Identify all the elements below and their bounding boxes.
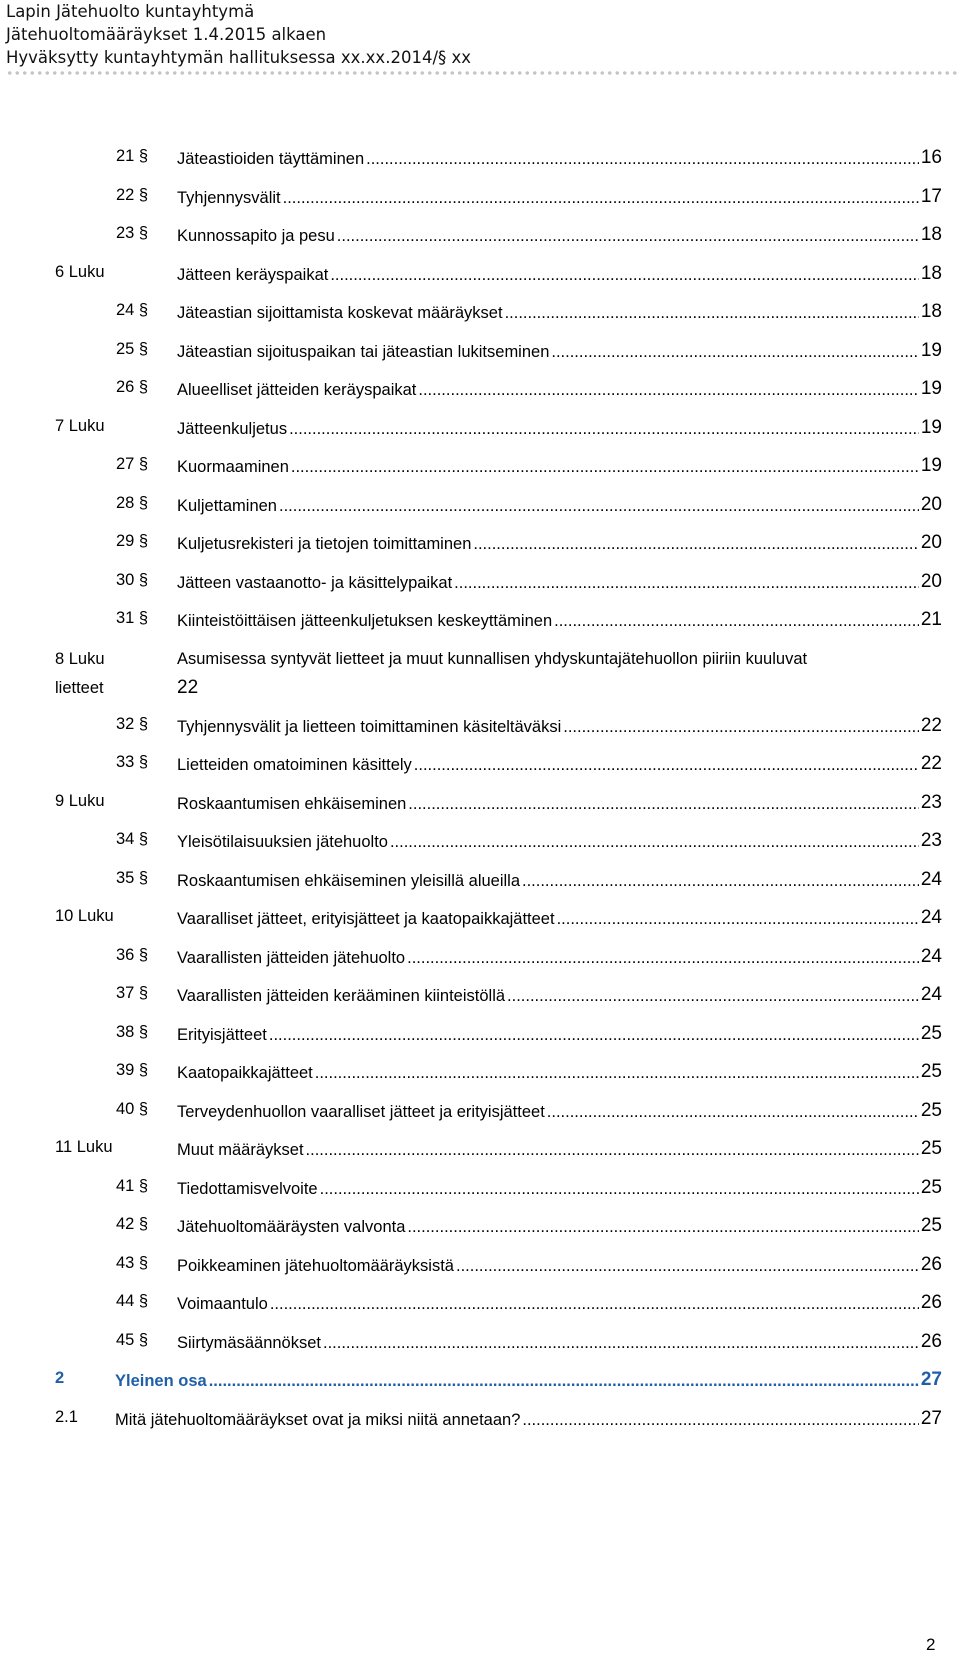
toc-dot-leader [306, 1141, 919, 1160]
toc-entry-number: 9 Luku [55, 791, 105, 810]
toc-entry-sec[interactable] [0, 528, 942, 558]
toc-entry-number: 26 § [116, 378, 149, 396]
toc-entry-title-line [177, 1061, 942, 1083]
toc-dot-leader [522, 872, 919, 891]
toc-entry-title-line [177, 1023, 942, 1045]
toc-entry-title: Tyhjennysvälit ja lietteen toimittaminen käsiteltäväksi [177, 717, 562, 736]
toc-entry-title-line [177, 186, 942, 208]
toc-dot-leader [551, 343, 918, 362]
toc-entry-page: 25 [920, 1138, 942, 1159]
toc-entry-chap[interactable] [0, 903, 942, 933]
toc-entry-title: Erityisjätteet [177, 1025, 267, 1044]
toc-entry-sec[interactable] [0, 749, 942, 779]
toc-entry-title-line [177, 455, 942, 477]
toc-entry-number: 33 § [116, 753, 149, 771]
toc-entry-number: 43 § [116, 1253, 149, 1272]
toc-entry-title-line [177, 984, 942, 1006]
toc-entry-number: 23 § [116, 224, 149, 242]
toc-entry-number: 32 § [116, 714, 149, 733]
toc-entry-number: 10 Luku [55, 907, 114, 925]
toc-entry-title: Vaaralliset jätteet, erityisjätteet ja kaatopaikkajätteet [177, 910, 555, 928]
toc-entry-chapter-multiline[interactable] [0, 644, 942, 706]
toc-entry-title: Terveydenhuollon vaaralliset jätteet ja erityisjätteet [177, 1102, 545, 1121]
toc-entry-title-line [177, 830, 942, 852]
toc-entry-chap[interactable] [0, 413, 942, 443]
toc-dot-leader [456, 1257, 919, 1276]
toc-entry-sec[interactable] [0, 980, 942, 1010]
header-organization: Lapin Jätehuolto kuntayhtymä [6, 2, 255, 21]
toc-entry-sec[interactable] [0, 336, 942, 366]
toc-entry-page: 27 [920, 1369, 942, 1390]
toc-entry-sec[interactable] [0, 1057, 942, 1087]
toc-entry-title-line [177, 1254, 942, 1276]
toc-dot-leader [291, 458, 919, 477]
toc-dot-leader [366, 150, 919, 169]
toc-entry-title-line [177, 417, 942, 439]
toc-dot-leader [407, 1218, 918, 1237]
header-document-title: Jätehuoltomääräykset 1.4.2015 alkaen [6, 25, 327, 44]
toc-entry-title-line [177, 609, 942, 631]
toc-entry-number: 31 § [116, 609, 149, 627]
toc-entry-number: 7 Luku [55, 416, 105, 435]
toc-entry-title-line [177, 792, 942, 814]
toc-entry-title: Alueelliset jätteiden keräyspaikat [177, 381, 417, 399]
toc-entry-number: 37 § [116, 984, 149, 1002]
toc-entry-page: 22 [177, 676, 199, 698]
toc-entry-number: 45 § [116, 1330, 149, 1349]
toc-entry-page: 22 [920, 753, 942, 774]
toc-entry-chap[interactable] [0, 1134, 942, 1164]
toc-dot-leader [522, 1411, 918, 1430]
toc-entry-title-line [177, 571, 942, 593]
toc-entry-page: 19 [920, 378, 942, 399]
toc-entry-sec[interactable] [0, 1327, 942, 1357]
toc-dot-leader [279, 497, 919, 516]
toc-entry-sec[interactable] [0, 1250, 942, 1280]
toc-entry-number: 27 § [116, 455, 149, 473]
toc-entry-title: Yleinen osa [115, 1372, 207, 1390]
toc-entry-title-line [115, 1369, 942, 1391]
toc-dot-leader [473, 535, 918, 554]
toc-entry-sec[interactable] [0, 605, 942, 635]
toc-entry-sec[interactable] [0, 826, 942, 856]
toc-entry-title: Kuljetusrekisteri ja tietojen toimittaminen [177, 535, 472, 553]
toc-entry-title: Kunnossapito ja pesu [177, 227, 335, 245]
toc-entry-page: 19 [920, 416, 942, 438]
toc-entry-title: Vaarallisten jätteiden jätehuolto [177, 948, 406, 967]
toc-entry-number: 21 § [116, 147, 149, 165]
toc-entry-title: Poikkeaminen jätehuoltomääräyksistä [177, 1256, 454, 1275]
toc-entry-number: 2.1 [55, 1407, 78, 1426]
toc-entry-sec[interactable] [0, 1019, 942, 1049]
toc-entry-number: 2 [55, 1369, 65, 1387]
toc-entry-sec[interactable] [0, 220, 942, 250]
toc-dot-leader [418, 381, 918, 400]
toc-entry-number: 11 Luku [55, 1138, 113, 1156]
header-approval-note: Hyväksytty kuntayhtymän hallituksessa xx.xx.2014/§ xx [6, 48, 472, 67]
toc-dot-leader [454, 574, 919, 593]
toc-entry-title-line [177, 946, 942, 968]
toc-entry-title-line [177, 1331, 942, 1353]
toc-entry-title: Jäteastian sijoittamista koskevat määräykset [177, 304, 503, 322]
toc-dot-leader [507, 987, 919, 1006]
toc-entry-title: Jätteen keräyspaikat [177, 265, 329, 284]
toc-dot-leader [337, 227, 919, 246]
toc-entry-title-line [177, 907, 942, 929]
toc-entry-number: 6 Luku [55, 262, 105, 281]
toc-entry-page: 24 [920, 984, 942, 1005]
toc-entry-sec[interactable] [0, 143, 942, 173]
toc-entry-title: Muut määräykset [177, 1141, 304, 1159]
toc-entry-number: 30 § [116, 570, 149, 589]
toc-entry-title-line [177, 869, 942, 891]
toc-dot-leader [323, 1334, 919, 1353]
toc-entry-number: 36 § [116, 945, 149, 964]
toc-dot-leader [315, 1064, 919, 1083]
toc-entry-sec[interactable] [0, 942, 942, 972]
toc-entry-number: 42 § [116, 1215, 149, 1233]
toc-entry-sec[interactable] [0, 182, 942, 212]
toc-entry-page: 23 [920, 830, 942, 851]
toc-entry-sec[interactable] [0, 865, 942, 895]
toc-dot-leader [330, 266, 919, 285]
toc-entry-number: 44 § [116, 1292, 149, 1310]
toc-dot-leader [554, 612, 919, 631]
toc-entry-title-line [177, 1177, 942, 1199]
toc-dot-leader [408, 795, 919, 814]
toc-entry-page: 20 [920, 493, 942, 515]
toc-entry-page: 18 [920, 301, 942, 322]
toc-entry-title-line [177, 715, 942, 737]
toc-entry-page: 25 [920, 1215, 942, 1236]
toc-entry-page: 26 [920, 1292, 942, 1313]
toc-entry-number: 34 § [116, 830, 149, 848]
toc-entry-page: 24 [920, 907, 942, 928]
toc-entry-number: 41 § [116, 1176, 149, 1195]
toc-dot-leader [414, 756, 919, 775]
toc-entry-title: Tyhjennysvälit [177, 188, 281, 207]
toc-entry-sec[interactable] [0, 297, 942, 327]
toc-entry-title-line [115, 1408, 942, 1430]
toc-entry-title: Siirtymäsäännökset [177, 1333, 321, 1352]
toc-entry-page: 17 [920, 185, 942, 207]
toc-entry-title: Kiinteistöittäisen jätteenkuljetuksen keskeyttäminen [177, 612, 553, 630]
toc-entry-sec[interactable] [0, 567, 942, 597]
toc-dot-leader [390, 833, 919, 852]
toc-dot-leader [407, 949, 919, 968]
toc-entry-title-line [177, 1138, 942, 1160]
toc-entry-page: 23 [920, 791, 942, 813]
toc-entry-sec[interactable] [0, 374, 942, 404]
toc-entry-page: 19 [920, 339, 942, 361]
toc-entry-page: 19 [920, 455, 942, 476]
toc-entry-title: Mitä jätehuoltomääräykset ovat ja miksi niitä annetaan? [115, 1410, 521, 1429]
toc-entry-page: 24 [920, 945, 942, 967]
toc-entry-title-line [177, 532, 942, 554]
toc-dot-leader [209, 1372, 919, 1391]
toc-dot-leader [289, 420, 919, 439]
toc-entry-page: 18 [920, 262, 942, 284]
toc-entry-number: 8 Luku [55, 649, 105, 668]
toc-dot-leader [283, 189, 919, 208]
toc-entry-page: 18 [920, 224, 942, 245]
toc-entry-number: 39 § [116, 1061, 149, 1079]
toc-entry-number: 29 § [116, 532, 149, 550]
toc-entry-title: Asumisessa syntyvät lietteet ja muut kunnallisen yhdyskuntajätehuollon piiriin kuuluvat [177, 649, 808, 668]
toc-entry-number: 28 § [116, 493, 149, 512]
toc-entry-title: Roskaantumisen ehkäiseminen yleisillä alueilla [177, 871, 521, 890]
toc-entry-title-line [177, 494, 942, 516]
toc-entry-title: Roskaantumisen ehkäiseminen [177, 794, 407, 813]
toc-dot-leader [557, 910, 919, 929]
toc-entry-page: 25 [920, 1099, 942, 1121]
toc-entry-title: Kaatopaikkajätteet [177, 1064, 313, 1082]
toc-entry-title: Voimaantulo [177, 1295, 268, 1313]
toc-dot-leader [547, 1103, 919, 1122]
toc-entry-title: Kuormaaminen [177, 458, 289, 476]
toc-entry-title: Jäteastioiden täyttäminen [177, 150, 365, 168]
toc-entry-number: 38 § [116, 1022, 149, 1041]
toc-entry-title: Jäteastian sijoituspaikan tai jäteastian lukitseminen [177, 342, 550, 361]
toc-entry-page: 25 [920, 1022, 942, 1044]
toc-entry-sec[interactable] [0, 490, 942, 520]
toc-entry-sec[interactable] [0, 451, 942, 481]
toc-entry-page: 21 [920, 609, 942, 630]
toc-entry-page: 26 [920, 1253, 942, 1275]
page-number: 2 [926, 1635, 936, 1654]
toc-entry-title: Tiedottamisvelvoite [177, 1179, 318, 1198]
toc-entry-sec[interactable] [0, 1288, 942, 1318]
toc-dot-leader [269, 1026, 919, 1045]
toc-entry-sec[interactable] [0, 1096, 942, 1126]
toc-dot-leader [563, 718, 919, 737]
toc-entry-page: 25 [920, 1176, 942, 1198]
toc-entry-title-line [177, 147, 942, 169]
toc-entry-title: Jätehuoltomääräysten valvonta [177, 1218, 406, 1236]
toc-entry-title-line [177, 753, 942, 775]
toc-entry-title: Kuljettaminen [177, 496, 277, 515]
toc-dot-leader [270, 1295, 919, 1314]
toc-entry-title: Vaarallisten jätteiden kerääminen kiinteistöllä [177, 987, 506, 1005]
toc-entry-number: 35 § [116, 868, 149, 887]
toc-entry-title-line [177, 340, 942, 362]
toc-entry-title: Lietteiden omatoiminen käsittely [177, 756, 412, 774]
toc-entry-title: Yleisötilaisuuksien jätehuolto [177, 833, 388, 851]
toc-entry-page: 20 [920, 570, 942, 592]
toc-entry-title-line [177, 1100, 942, 1122]
toc-entry-page: 27 [920, 1407, 942, 1429]
toc-entry-sec[interactable] [0, 711, 942, 741]
toc-entry-title-line [177, 224, 942, 246]
toc-entry-number: 22 § [116, 185, 149, 204]
toc-entry-page: 26 [920, 1330, 942, 1352]
toc-entry-title-line [177, 263, 942, 285]
toc-entry-number: 40 § [116, 1099, 149, 1118]
toc-entry-sec[interactable] [0, 1211, 942, 1241]
toc-entry-chap[interactable] [0, 788, 942, 818]
toc-entry-title: Jätteen vastaanotto- ja käsittelypaikat [177, 573, 453, 592]
toc-entry-page: 22 [920, 714, 942, 736]
toc-entry-title: Jätteenkuljetus [177, 419, 288, 438]
toc-entry-sec[interactable] [0, 1173, 942, 1203]
toc-entry-title-line [177, 1292, 942, 1314]
toc-entry-title-line [177, 301, 942, 323]
toc-entry-number: 24 § [116, 301, 149, 319]
toc-entry-number: 25 § [116, 339, 149, 358]
toc-entry-page: 25 [920, 1061, 942, 1082]
toc-entry-sub[interactable] [0, 1404, 942, 1434]
toc-entry-page: 16 [920, 147, 942, 168]
toc-entry-title-line [177, 378, 942, 400]
toc-dot-leader [505, 304, 919, 323]
toc-entry-title-line [177, 1215, 942, 1237]
toc-entry-page: 24 [920, 868, 942, 890]
toc-entry-number-continued: lietteet [55, 678, 104, 697]
toc-entry-main[interactable] [0, 1365, 942, 1395]
toc-entry-page: 20 [920, 532, 942, 553]
toc-dot-leader [320, 1180, 919, 1199]
toc-entry-chap[interactable] [0, 259, 942, 289]
